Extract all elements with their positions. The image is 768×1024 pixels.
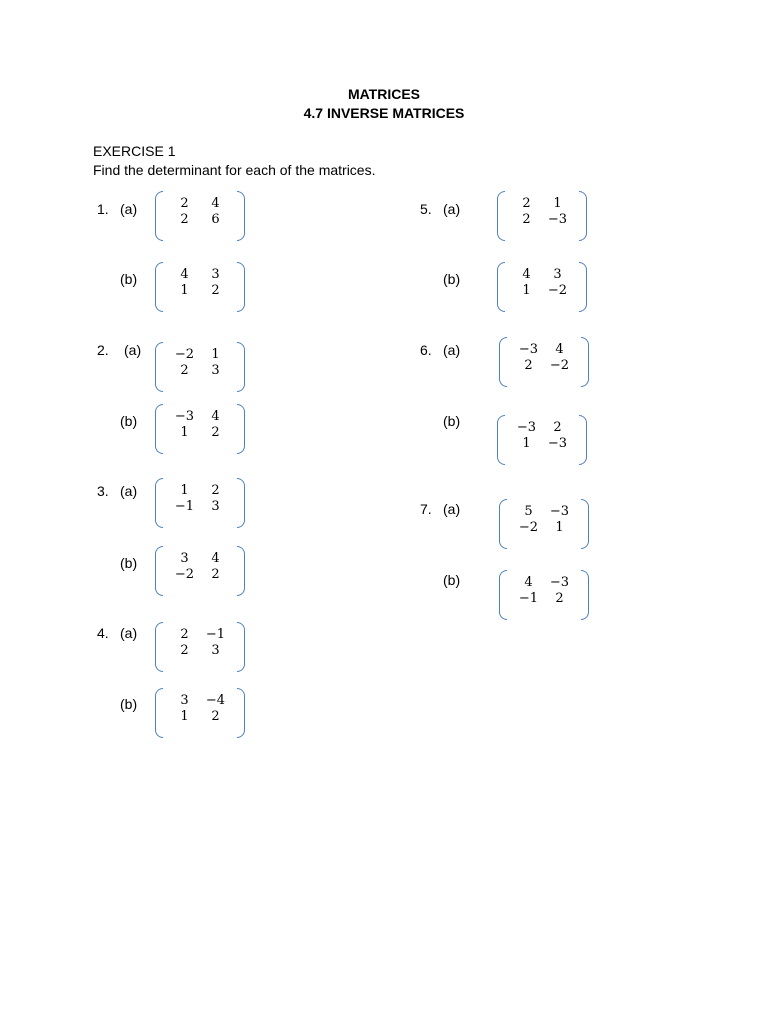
part-label: (a): [120, 201, 138, 217]
matrix-cell: −1: [518, 591, 539, 606]
matrix-cell: 4: [180, 267, 189, 282]
matrix-cell: −3: [547, 436, 568, 451]
matrix-cell: 2: [211, 567, 220, 582]
matrix-cell: 1: [522, 283, 531, 298]
matrix-cell: −1: [205, 627, 226, 642]
right-bracket: [237, 688, 245, 738]
right-bracket: [579, 191, 587, 241]
right-bracket: [237, 546, 245, 596]
matrix-cell: 1: [211, 347, 220, 362]
matrix-cell: 1: [180, 709, 189, 724]
question-number: 1.: [97, 201, 109, 217]
matrix-cell: −2: [174, 567, 195, 582]
matrix-cell: 2: [522, 212, 531, 227]
matrix-cell: 2: [180, 196, 189, 211]
left-bracket: [155, 688, 163, 738]
exercise-instruction: Find the determinant for each of the matrices.: [93, 162, 376, 178]
matrix-cell: 4: [524, 575, 533, 590]
question-number: 3.: [97, 483, 109, 499]
left-bracket: [155, 262, 163, 312]
right-bracket: [237, 622, 245, 672]
matrix-cell: −3: [174, 409, 195, 424]
right-bracket: [581, 499, 589, 549]
right-bracket: [581, 337, 589, 387]
matrix-cell: 4: [211, 551, 220, 566]
matrix-cell: 2: [211, 425, 220, 440]
matrix-5b: [497, 262, 587, 312]
matrix-cell: −2: [174, 347, 195, 362]
matrix-cell: −2: [547, 283, 568, 298]
matrix-cell: 1: [180, 483, 189, 498]
question-number: 2.: [97, 342, 109, 358]
matrix-6b: [497, 415, 587, 465]
matrix-cell: 2: [180, 643, 189, 658]
matrix-cell: −4: [205, 693, 226, 708]
right-bracket: [237, 342, 245, 392]
page-title: MATRICES: [347, 86, 421, 102]
matrix-cell: 3: [211, 643, 220, 658]
question-number: 4.: [97, 625, 109, 641]
part-label: (b): [120, 555, 138, 571]
matrix-cell: 5: [524, 504, 533, 519]
matrix-1b: [155, 262, 245, 312]
matrix-2a: [155, 342, 245, 392]
left-bracket: [155, 622, 163, 672]
part-label: (a): [120, 625, 138, 641]
matrix-cell: 3: [553, 267, 562, 282]
part-label: (b): [443, 271, 461, 287]
left-bracket: [499, 337, 507, 387]
right-bracket: [237, 191, 245, 241]
question-number: 7.: [420, 501, 432, 517]
part-label: (a): [443, 501, 461, 517]
part-label: (b): [443, 413, 461, 429]
part-label: (a): [443, 201, 461, 217]
matrix-cell: 2: [553, 420, 562, 435]
matrix-7b: [499, 570, 589, 620]
matrix-3a: [155, 478, 245, 528]
matrix-cell: 4: [522, 267, 531, 282]
matrix-cell: 2: [211, 709, 220, 724]
matrix-cell: 3: [180, 551, 189, 566]
matrix-cell: 4: [211, 196, 220, 211]
left-bracket: [155, 478, 163, 528]
matrix-cell: 1: [522, 436, 531, 451]
part-label: (a): [124, 342, 142, 358]
matrix-4b: [155, 688, 245, 738]
left-bracket: [497, 262, 505, 312]
matrix-7a: [499, 499, 589, 549]
matrix-cell: 1: [180, 425, 189, 440]
matrix-cell: −3: [518, 342, 539, 357]
left-bracket: [155, 191, 163, 241]
left-bracket: [497, 191, 505, 241]
matrix-cell: −3: [547, 212, 568, 227]
matrix-cell: 3: [180, 693, 189, 708]
matrix-cell: −3: [549, 575, 570, 590]
page-subtitle: 4.7 INVERSE MATRICES: [303, 105, 465, 121]
matrix-cell: 6: [211, 212, 220, 227]
matrix-cell: 3: [211, 267, 220, 282]
matrix-cell: −3: [549, 504, 570, 519]
matrix-cell: 2: [555, 591, 564, 606]
question-number: 6.: [420, 342, 432, 358]
matrix-cell: −1: [174, 499, 195, 514]
matrix-cell: 2: [180, 363, 189, 378]
matrix-cell: 2: [211, 483, 220, 498]
matrix-cell: 2: [524, 358, 533, 373]
part-label: (b): [120, 696, 138, 712]
matrix-4a: [155, 622, 245, 672]
matrix-cell: 2: [180, 212, 189, 227]
part-label: (b): [443, 572, 461, 588]
matrix-cell: 3: [211, 499, 220, 514]
part-label: (b): [120, 271, 138, 287]
matrix-cell: 3: [211, 363, 220, 378]
matrix-cell: 1: [555, 520, 564, 535]
matrix-cell: 1: [180, 283, 189, 298]
left-bracket: [155, 342, 163, 392]
left-bracket: [499, 570, 507, 620]
matrix-cell: −3: [516, 420, 537, 435]
exercise-label: EXERCISE 1: [93, 143, 176, 159]
matrix-3b: [155, 546, 245, 596]
right-bracket: [581, 570, 589, 620]
left-bracket: [497, 415, 505, 465]
right-bracket: [579, 262, 587, 312]
matrix-6a: [499, 337, 589, 387]
right-bracket: [579, 415, 587, 465]
matrix-cell: 4: [211, 409, 220, 424]
matrix-cell: 2: [522, 196, 531, 211]
matrix-cell: 2: [180, 627, 189, 642]
right-bracket: [237, 478, 245, 528]
matrix-2b: [155, 404, 245, 454]
matrix-cell: −2: [549, 358, 570, 373]
matrix-cell: 2: [211, 283, 220, 298]
left-bracket: [155, 404, 163, 454]
part-label: (a): [120, 483, 138, 499]
matrix-cell: 1: [553, 196, 562, 211]
matrix-1a: [155, 191, 245, 241]
left-bracket: [155, 546, 163, 596]
part-label: (b): [120, 413, 138, 429]
left-bracket: [499, 499, 507, 549]
matrix-5a: [497, 191, 587, 241]
matrix-cell: −2: [518, 520, 539, 535]
question-number: 5.: [420, 201, 432, 217]
part-label: (a): [443, 342, 461, 358]
right-bracket: [237, 404, 245, 454]
matrix-cell: 4: [555, 342, 564, 357]
right-bracket: [237, 262, 245, 312]
